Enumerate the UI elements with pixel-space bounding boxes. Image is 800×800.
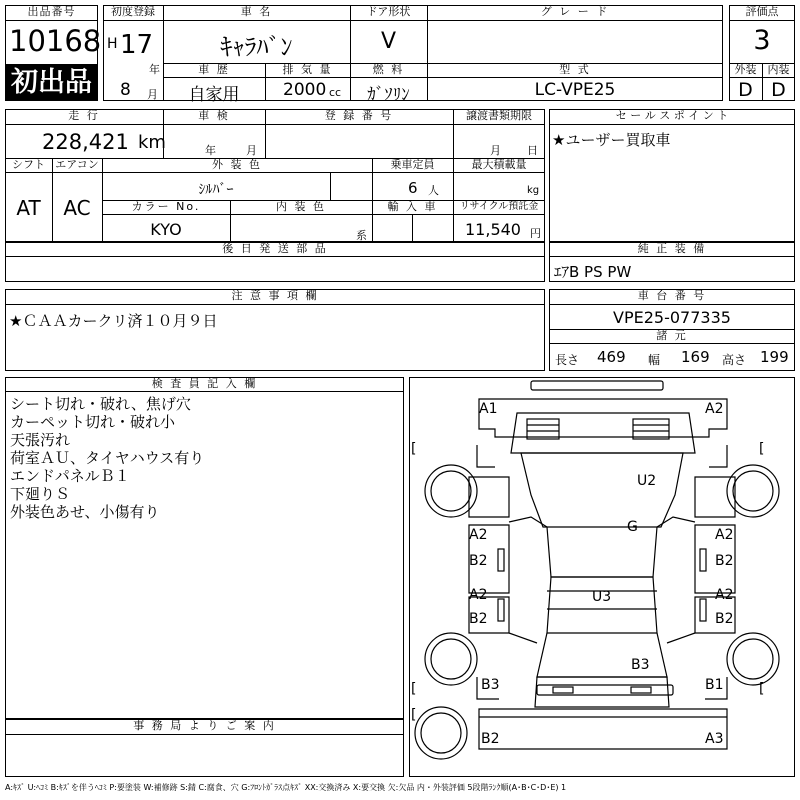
- overall-score: 3: [753, 25, 771, 56]
- recycle-fee: 11,540: [465, 220, 521, 239]
- width-value: 169: [681, 348, 710, 366]
- mark-left-door1-a: A2: [469, 527, 488, 543]
- kei-unit: 系: [356, 229, 367, 242]
- chassis-number: VPE25-077335: [613, 308, 731, 327]
- height-label: 高さ: [722, 353, 747, 367]
- mark-left-door2-a: A2: [469, 587, 488, 603]
- ext-color: ｼﾙﾊﾞｰ: [198, 182, 234, 198]
- genuine-equipment: ｴｱB PS PW: [554, 263, 632, 281]
- first-listing-badge: 初出品: [5, 64, 98, 101]
- bracket-right-bottom: [: [759, 681, 765, 697]
- inspector-line: カーペット切れ・破れ小: [10, 413, 176, 431]
- aircon-label: エアコン: [55, 158, 99, 171]
- kg-unit: kg: [527, 185, 540, 196]
- capacity: 6: [408, 179, 418, 197]
- mark-bottom-left: B2: [481, 731, 500, 747]
- mark-rear-right: B1: [705, 677, 724, 693]
- sales-point: ★ユーザー買取車: [552, 131, 671, 149]
- inspector-line: 荷室ＡＵ、タイヤハウス有り: [10, 449, 205, 467]
- office-label: 事 務 局 よ り ご 案 内: [133, 719, 276, 732]
- year-unit: 年: [149, 63, 160, 76]
- aircon-type: AC: [63, 196, 91, 220]
- mark-bottom-right: A3: [705, 731, 724, 747]
- genuine-label: 純 正 装 備: [637, 242, 707, 255]
- transfer-month-unit: 月: [490, 144, 501, 157]
- exterior-label: 外装: [734, 63, 757, 76]
- length-label: 長さ: [555, 353, 580, 367]
- history-label: 車 歴: [198, 63, 230, 76]
- capacity-label: 乗車定員: [390, 158, 435, 171]
- mark-rear-center: B3: [631, 657, 650, 673]
- interior-label: 内装: [767, 63, 790, 76]
- inspection-month-unit: 月: [246, 144, 257, 157]
- mark-right-door1-b: B2: [715, 553, 734, 569]
- displacement: 2000: [283, 80, 327, 100]
- inspector-notes: [10, 395, 400, 521]
- mark-roof: U2: [637, 473, 657, 489]
- width-label: 幅: [648, 353, 661, 367]
- shift-type: AT: [16, 196, 41, 220]
- inspector-line: 天張汚れ: [10, 431, 71, 449]
- mark-glass: G: [627, 519, 638, 535]
- specs-label: 諸 元: [656, 329, 688, 342]
- fuel-type: ｶﾞｿﾘﾝ: [367, 85, 410, 105]
- transfer-day-unit: 日: [527, 144, 538, 157]
- transfer-label: 譲渡書類期限: [466, 109, 532, 122]
- length-value: 469: [597, 348, 626, 366]
- mark-right-door2-a: A2: [715, 587, 734, 603]
- height-value: 199: [760, 348, 789, 366]
- mark-front-right: A2: [705, 401, 724, 417]
- inspector-line: シート切れ・破れ、焦げ穴: [10, 395, 191, 413]
- bracket-left-top: [: [411, 441, 417, 457]
- bracket-left-bottom: [: [411, 681, 417, 697]
- interior-grade: D: [771, 79, 786, 101]
- reg-month: 8: [120, 80, 131, 100]
- fuel-label: 燃 料: [372, 63, 405, 76]
- color-no-label: カラー No.: [131, 200, 201, 213]
- displacement-label: 排 気 量: [282, 63, 333, 76]
- inspector-line: 外装色あせ、小傷有り: [10, 503, 160, 521]
- vehicle-diagram-svg: [409, 377, 795, 777]
- mileage-grid: [5, 109, 545, 242]
- mark-front-left: A1: [479, 401, 498, 417]
- person-unit: 人: [428, 184, 439, 197]
- mark-right-door1-a: A2: [715, 527, 734, 543]
- bracket-left-low: [: [411, 707, 417, 723]
- mark-left-door1-b: B2: [469, 553, 488, 569]
- mileage-label: 走 行: [68, 109, 100, 122]
- lot-number: 10168: [9, 24, 102, 58]
- recycle-label: リサイクル預託金: [459, 201, 539, 212]
- inspection-year-unit: 年: [205, 144, 216, 157]
- car-name-label: 車 名: [240, 5, 273, 18]
- exterior-grade: D: [738, 79, 753, 101]
- shift-label: シフト: [12, 158, 45, 171]
- notes-text: ★ＣＡＡカークリ済１０月９日: [9, 312, 218, 330]
- mark-body-center: U3: [592, 589, 612, 605]
- inspector-label: 検 査 員 記 入 欄: [151, 377, 258, 390]
- model-code: LC-VPE25: [534, 80, 616, 100]
- notes-label: 注 意 事 項 欄: [231, 289, 319, 302]
- sales-point-label: セ ー ル ス ポ イ ン ト: [615, 109, 729, 122]
- import-label: 輸 入 車: [387, 200, 438, 213]
- model-label: 型 式: [559, 63, 591, 76]
- yen-unit: 円: [530, 227, 541, 240]
- int-color-label: 内 装 色: [276, 200, 326, 213]
- month-unit: 月: [147, 88, 158, 101]
- door-type: V: [380, 29, 397, 54]
- lot-no-label: 出品番号: [27, 5, 76, 18]
- mark-rear-left: B3: [481, 677, 500, 693]
- car-name: ｷｬﾗﾊﾞﾝ: [220, 33, 293, 61]
- km-unit: km: [138, 132, 166, 153]
- score-label: 評価点: [745, 5, 779, 18]
- inspector-line: エンドパネルＢ１: [10, 467, 130, 485]
- first-reg-label: 初度登録: [111, 5, 155, 18]
- door-label: ドア形状: [366, 5, 411, 18]
- bracket-right-top: [: [759, 441, 765, 457]
- mark-right-door2-b: B2: [715, 611, 734, 627]
- later-parts-label: 後 日 発 送 部 品: [222, 242, 328, 255]
- ext-color-label: 外 装 色: [212, 158, 262, 171]
- max-load-label: 最大積載量: [471, 158, 527, 171]
- reg-no-label: 登 録 番 号: [324, 109, 394, 122]
- vehicle-history: 自家用: [188, 85, 240, 105]
- mark-left-door2-b: B2: [469, 611, 488, 627]
- legend: A:ｷｽﾞ U:ﾍｺﾐ B:ｷｽﾞを伴うﾍｺﾐ P:要塗装 W:補修跡 S:錆 C:腐食、穴 G:ﾌﾛﾝﾄｶﾞﾗｽ点ｷｽﾞ XX:交換済み X:要交換 欠:欠品 内・外装評価 5段階ﾗﾝｸ順(A･B･C･D･E) 1: [5, 783, 567, 792]
- chassis-label: 車 台 番 号: [637, 289, 707, 302]
- inspector-line: 下廻りＳ: [10, 485, 71, 503]
- color-no: KYO: [150, 220, 182, 239]
- grade-label: グ レ ー ド: [540, 5, 610, 18]
- inspection-label: 車 検: [198, 109, 230, 122]
- mileage: 228,421: [42, 130, 129, 154]
- reg-year: 17: [120, 30, 154, 60]
- cc-unit: cc: [329, 86, 342, 99]
- era: H: [107, 36, 118, 52]
